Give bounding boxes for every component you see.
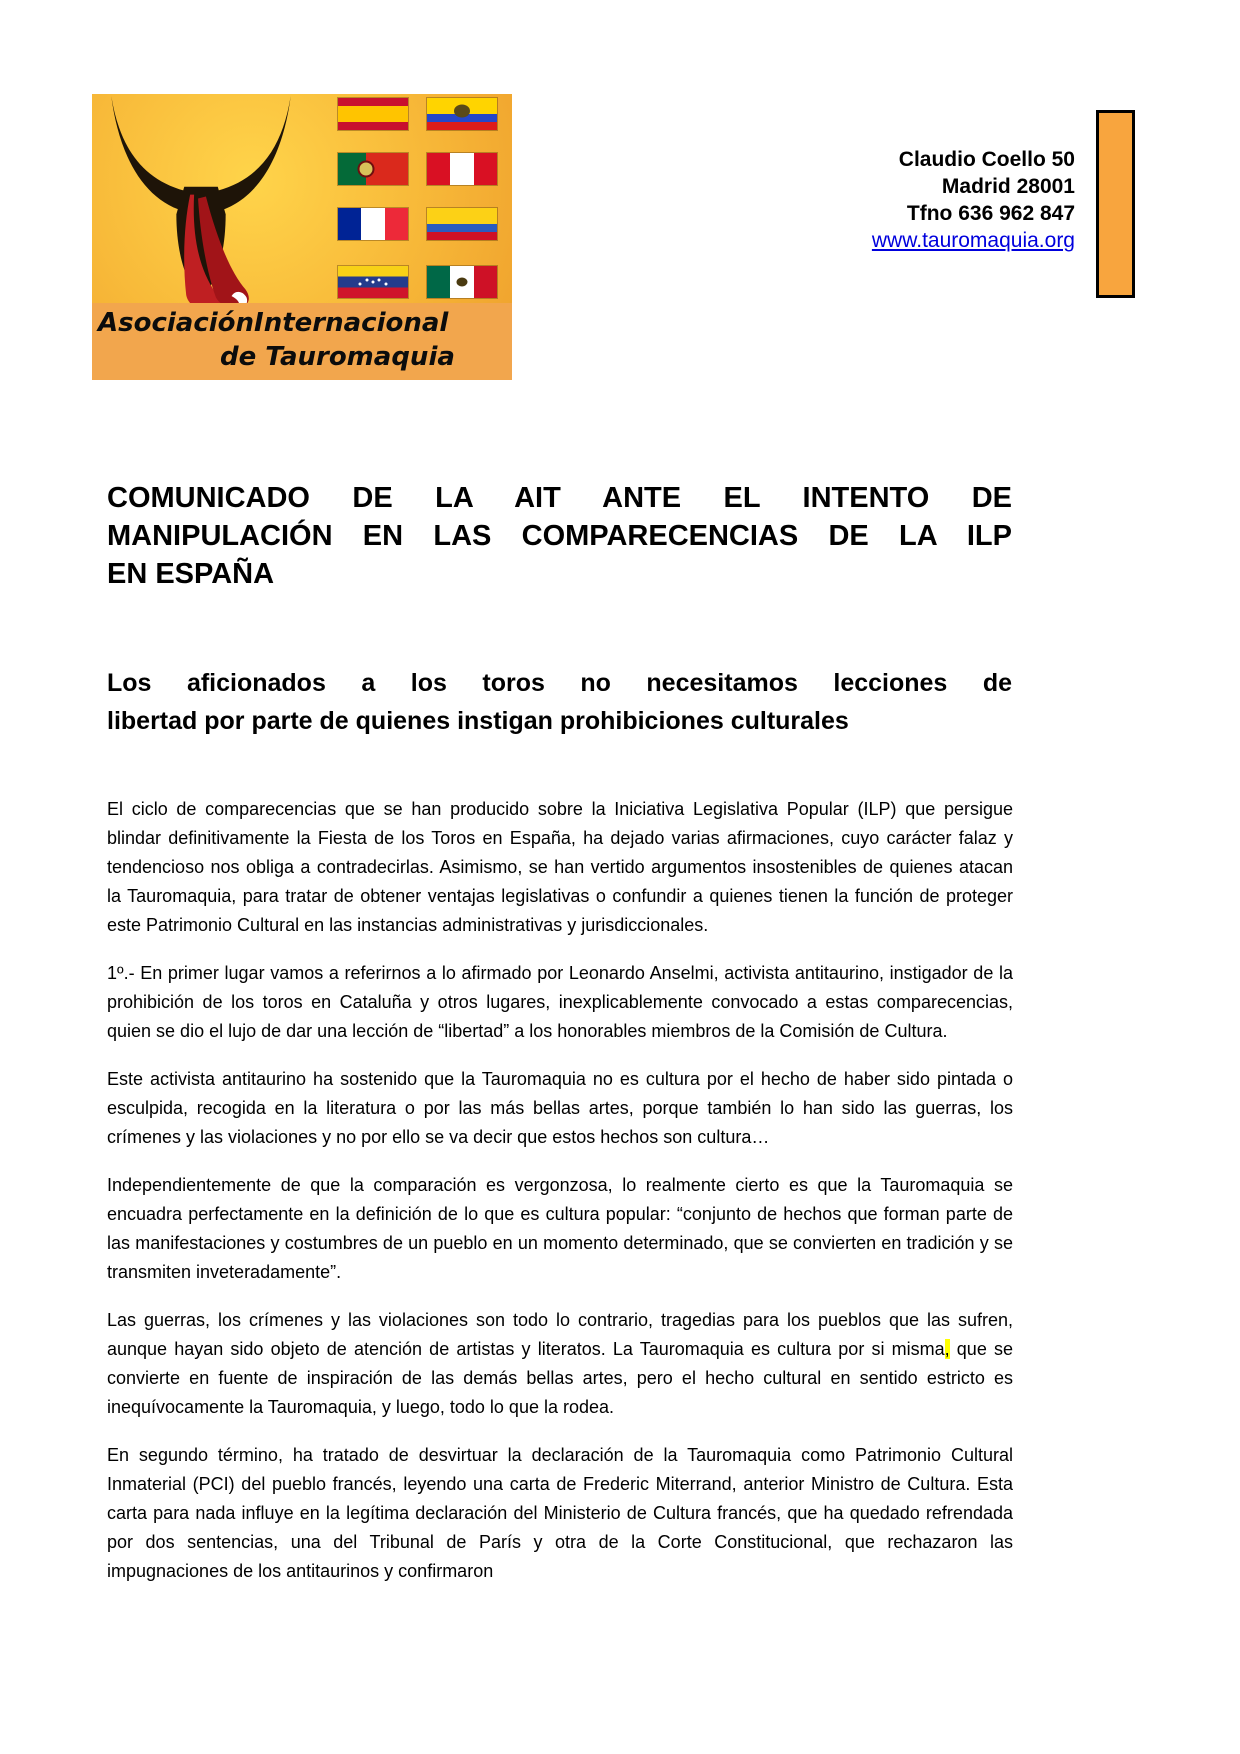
- bull-and-cape-icon: [94, 94, 309, 306]
- document-body: [107, 795, 1013, 1605]
- org-name-word-asociacion: Asociación: [98, 308, 255, 338]
- flag-peru-icon: [427, 153, 497, 185]
- flag-portugal-icon: [338, 153, 408, 185]
- phone-line: Tfno 636 962 847: [906, 202, 1075, 225]
- website-link[interactable]: www.tauromaquia.org: [871, 229, 1075, 252]
- flag-spain-icon: [338, 98, 408, 130]
- subtitle-line-1: Los aficionados a los toros no necesitamos lecciones de: [107, 669, 1012, 697]
- address-line-2: Madrid 28001: [941, 175, 1075, 198]
- paragraph-1: El ciclo de comparecencias que se han producido sobre la Iniciativa Legislativa Popular (ILP) que persigue blindar definitivamente la Fiesta de los Toros en España, ha dejado varias afirmaciones, cuyo carácter falaz y tendencioso nos obliga a contradecirlas. Asimismo, se han vertido argumentos insostenibles de quienes atacan la Tauromaquia, para tratar de obtener ventajas legislativas o confundir a quienes tienen la función de proteger este Patrimonio Cultural en las instancias administrativas y jurisdiccionales.: [107, 799, 1013, 935]
- title-line-3: EN ESPAÑA: [107, 558, 275, 590]
- title-line-1: COMUNICADO DE LA AIT ANTE EL INTENTO DE: [107, 482, 1012, 514]
- title-line-2: MANIPULACIÓN EN LAS COMPARECENCIAS DE LA ILP: [107, 520, 1012, 552]
- org-name-line2: de Tauromaquia: [220, 342, 455, 372]
- contact-block: [872, 146, 1075, 254]
- paragraph-5: [107, 1306, 1013, 1422]
- address-line-1: Claudio Coello 50: [898, 148, 1075, 171]
- org-name-word-internacional: Internacional: [254, 308, 449, 338]
- document-subtitle: [107, 664, 1012, 740]
- flag-ecuador-icon: [427, 98, 497, 130]
- org-name-line1: [98, 308, 449, 338]
- flag-colombia-icon: [427, 208, 497, 240]
- ait-logo: [92, 94, 512, 380]
- paragraph-5-before-highlight: Las guerras, los crímenes y las violaciones son todo lo contrario, tragedias para los pueblos que las sufren, aunque hayan sido objeto de atención de artistas y literatos. La Tauromaquia es cultura por si misma: [107, 1310, 1013, 1359]
- logo-text-band: [92, 303, 512, 380]
- paragraph-6: En segundo término, ha tratado de desvirtuar la declaración de la Tauromaquia como Patrimonio Cultural Inmaterial (PCI) del pueblo francés, leyendo una carta de Frederic Miterrand, anterior Ministro de Cultura. Esta carta para nada influye en la legítima declaración del Ministerio de Cultura francés, que ha quedado refrendada por dos sentencias, una del Tribunal de París y otra de la Corte Constitucional, que rechazaron las impugnaciones de los antitaurinos y confirmaron: [107, 1445, 1013, 1581]
- subtitle-line-2: libertad por parte de quienes instigan prohibiciones culturales: [107, 707, 849, 735]
- paragraph-4: Independientemente de que la comparación es vergonzosa, lo realmente cierto es que la Tauromaquia se encuadra perfectamente en la definición de lo que es cultura popular: “conjunto de hechos que forman parte de las manifestaciones y costumbres de un pueblo en un momento determinado, que se convierten en tradición y se transmiten inveteradamente”.: [107, 1175, 1013, 1282]
- flag-france-icon: [338, 208, 408, 240]
- flag-venezuela-icon: [338, 266, 408, 298]
- yellow-highlight-mark: ,: [944, 1339, 950, 1359]
- paragraph-2: 1º.- En primer lugar vamos a referirnos a lo afirmado por Leonardo Anselmi, activista antitaurino, instigador de la prohibición de los toros en Cataluña y otros lugares, inexplicablemente convocado a estas comparecencias, quien se dio el lujo de dar una lección de “libertad” a los honorables miembros de la Comisión de Cultura.: [107, 963, 1013, 1041]
- paragraph-3: Este activista antitaurino ha sostenido que la Tauromaquia no es cultura por el hecho de haber sido pintada o esculpida, recogida en la literatura o por las más bellas artes, porque también lo han sido las guerras, los crímenes y las violaciones y no por ello se va decir que estos hechos son cultura…: [107, 1069, 1013, 1147]
- orange-side-tab: [1096, 110, 1135, 298]
- paragraph-5-after-highlight: que se convierte en fuente de inspiración de las demás bellas artes, pero el hecho cultural en sentido estricto es inequívocamente la Tauromaquia, y luego, todo lo que la rodea.: [107, 1339, 1013, 1417]
- flag-mexico-icon: [427, 266, 497, 298]
- document-title: [107, 479, 1012, 593]
